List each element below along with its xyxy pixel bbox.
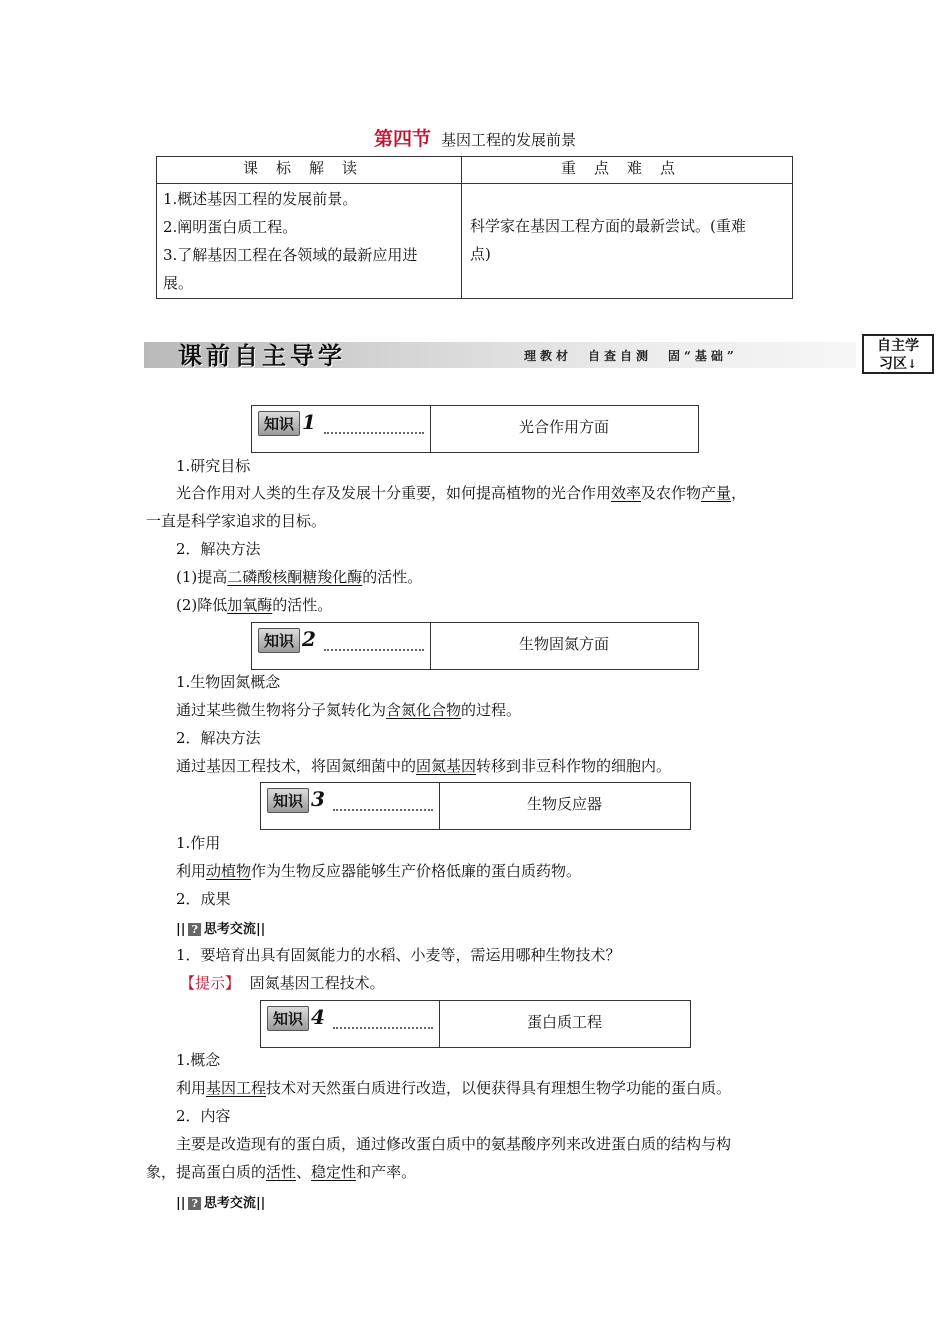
heading: 1.生物固氮概念	[176, 673, 281, 691]
paragraph	[176, 482, 746, 503]
hint-label: 【提示】	[180, 974, 241, 992]
underlined-answer: 动植物	[206, 862, 252, 880]
question-icon: ?	[188, 1197, 200, 1210]
think-label: 思考交流	[203, 922, 256, 937]
header-key-points: 重点难点	[462, 157, 793, 184]
paragraph	[176, 699, 521, 720]
hint-text: 固氮基因工程技术。	[249, 974, 385, 992]
method-item	[176, 594, 332, 615]
underlined-answer: 加氧酶	[227, 596, 273, 614]
zone-label: 习区	[878, 356, 907, 372]
dotted-line	[324, 649, 424, 651]
heading: 2．内容	[176, 1107, 231, 1125]
underlined-answer: 效率	[611, 484, 642, 502]
knowledge-tag	[267, 1005, 325, 1031]
text: 利用	[176, 1079, 207, 1097]
objectives-table	[156, 156, 793, 299]
heading: 1.研究目标	[176, 457, 251, 475]
dotted-line	[324, 432, 424, 434]
objective-item: 3.了解基因工程在各领域的最新应用进	[163, 246, 418, 264]
paragraph: 主要是改造现有的蛋白质，通过修改蛋白质中的氨基酸序列来改进蛋白质的结构与构	[176, 1135, 732, 1153]
text: 光合作用对人类的生存及发展十分重要，如何提高植物的光合作用	[176, 484, 612, 502]
question: 1．要培育出具有固氮能力的水稻、小麦等，需运用哪种生物技术？	[176, 946, 621, 964]
knowledge-box-1	[251, 405, 699, 453]
heading: 2．成果	[176, 890, 231, 908]
knowledge-number: 1	[302, 410, 316, 434]
section-banner	[144, 336, 854, 372]
think-exchange-label: || ? 思考交流||	[176, 922, 266, 937]
heading: 1.概念	[176, 1051, 221, 1069]
text: 通过某些微生物将分子氮转化为	[176, 701, 387, 719]
underlined-answer: 固氮基因	[416, 757, 477, 775]
underlined-answer: 稳定性	[311, 1163, 357, 1181]
knowledge-tag	[258, 627, 316, 653]
text: 转移到非豆科作物的细胞内。	[476, 757, 672, 775]
knowledge-topic: 光合作用方面	[518, 418, 609, 436]
text: 及农作物	[641, 484, 702, 502]
text: (2)降低	[176, 596, 228, 614]
objective-item: 1.概述基因工程的发展前景。	[163, 190, 358, 208]
text: 作为生物反应器能够生产价格低廉的蛋白质药物。	[251, 862, 582, 880]
banner-heading: 课前自主导学	[178, 341, 346, 370]
dotted-line	[333, 1027, 433, 1029]
knowledge-label: 知识	[267, 788, 309, 813]
method-item	[176, 566, 422, 587]
knowledge-number: 4	[311, 1005, 325, 1029]
objective-item: 展。	[163, 274, 194, 292]
knowledge-box-3	[260, 782, 691, 830]
text: 象，提高蛋白质的	[146, 1163, 267, 1181]
dotted-line	[333, 809, 433, 811]
key-point-text: 点)	[470, 245, 491, 263]
knowledge-number: 3	[311, 787, 325, 811]
knowledge-topic: 蛋白质工程	[526, 1013, 602, 1031]
heading: 2．解决方法	[176, 729, 261, 747]
paragraph	[176, 755, 671, 776]
text: 、	[296, 1163, 312, 1181]
knowledge-tag	[267, 787, 325, 813]
knowledge-label: 知识	[267, 1006, 309, 1031]
text: (1)提高	[176, 568, 228, 586]
text: 和产率。	[356, 1163, 417, 1181]
header-curriculum: 课标解读	[157, 157, 462, 184]
underlined-answer: 活性	[266, 1163, 297, 1181]
text: 技术对天然蛋白质进行改造，以便获得具有理想生物学功能的蛋白质。	[266, 1079, 732, 1097]
underlined-answer: 含氮化合物	[386, 701, 462, 719]
paragraph	[176, 1077, 731, 1098]
knowledge-box-4	[260, 1000, 691, 1048]
zone-label: 自主学	[877, 338, 919, 354]
page-title	[0, 124, 950, 151]
knowledge-label: 知识	[258, 628, 300, 653]
section-name: 基因工程的发展前景	[441, 131, 577, 149]
section-number: 第四节	[373, 128, 431, 150]
underlined-answer: 基因工程	[206, 1079, 267, 1097]
self-study-zone-badge	[862, 334, 934, 374]
knowledge-topic: 生物固氮方面	[518, 635, 609, 653]
underlined-answer: 产量	[701, 484, 732, 502]
banner-subtitle: 理教材 自查自测 固“基础”	[524, 349, 738, 363]
key-point-text: 科学家在基因工程方面的最新尝试。(重难	[470, 217, 746, 235]
text: 利用	[176, 862, 207, 880]
text: 的过程。	[461, 701, 522, 719]
knowledge-tag	[258, 410, 316, 436]
text: 的活性。	[272, 596, 333, 614]
think-label: 思考交流	[203, 1196, 256, 1211]
arrow-down-icon: ↓	[906, 357, 918, 371]
text: 的活性。	[362, 568, 423, 586]
heading: 2．解决方法	[176, 540, 261, 558]
underlined-answer: 二磷酸核酮糖羧化酶	[227, 568, 363, 586]
question-icon: ?	[188, 923, 200, 936]
text: 通过基因工程技术，将固氮细菌中的	[176, 757, 417, 775]
paragraph: 一直是科学家追求的目标。	[146, 512, 327, 530]
heading: 1.作用	[176, 834, 221, 852]
text: ，	[731, 484, 747, 502]
knowledge-topic: 生物反应器	[526, 795, 602, 813]
knowledge-label: 知识	[258, 411, 300, 436]
objective-item: 2.阐明蛋白质工程。	[163, 218, 298, 236]
think-exchange-label: || ? 思考交流||	[176, 1196, 266, 1211]
hint	[180, 972, 385, 993]
knowledge-box-2	[251, 622, 699, 670]
curriculum-cell	[157, 184, 462, 299]
paragraph	[146, 1161, 416, 1182]
paragraph	[176, 860, 581, 881]
key-points-cell	[462, 184, 793, 299]
knowledge-number: 2	[302, 627, 316, 651]
